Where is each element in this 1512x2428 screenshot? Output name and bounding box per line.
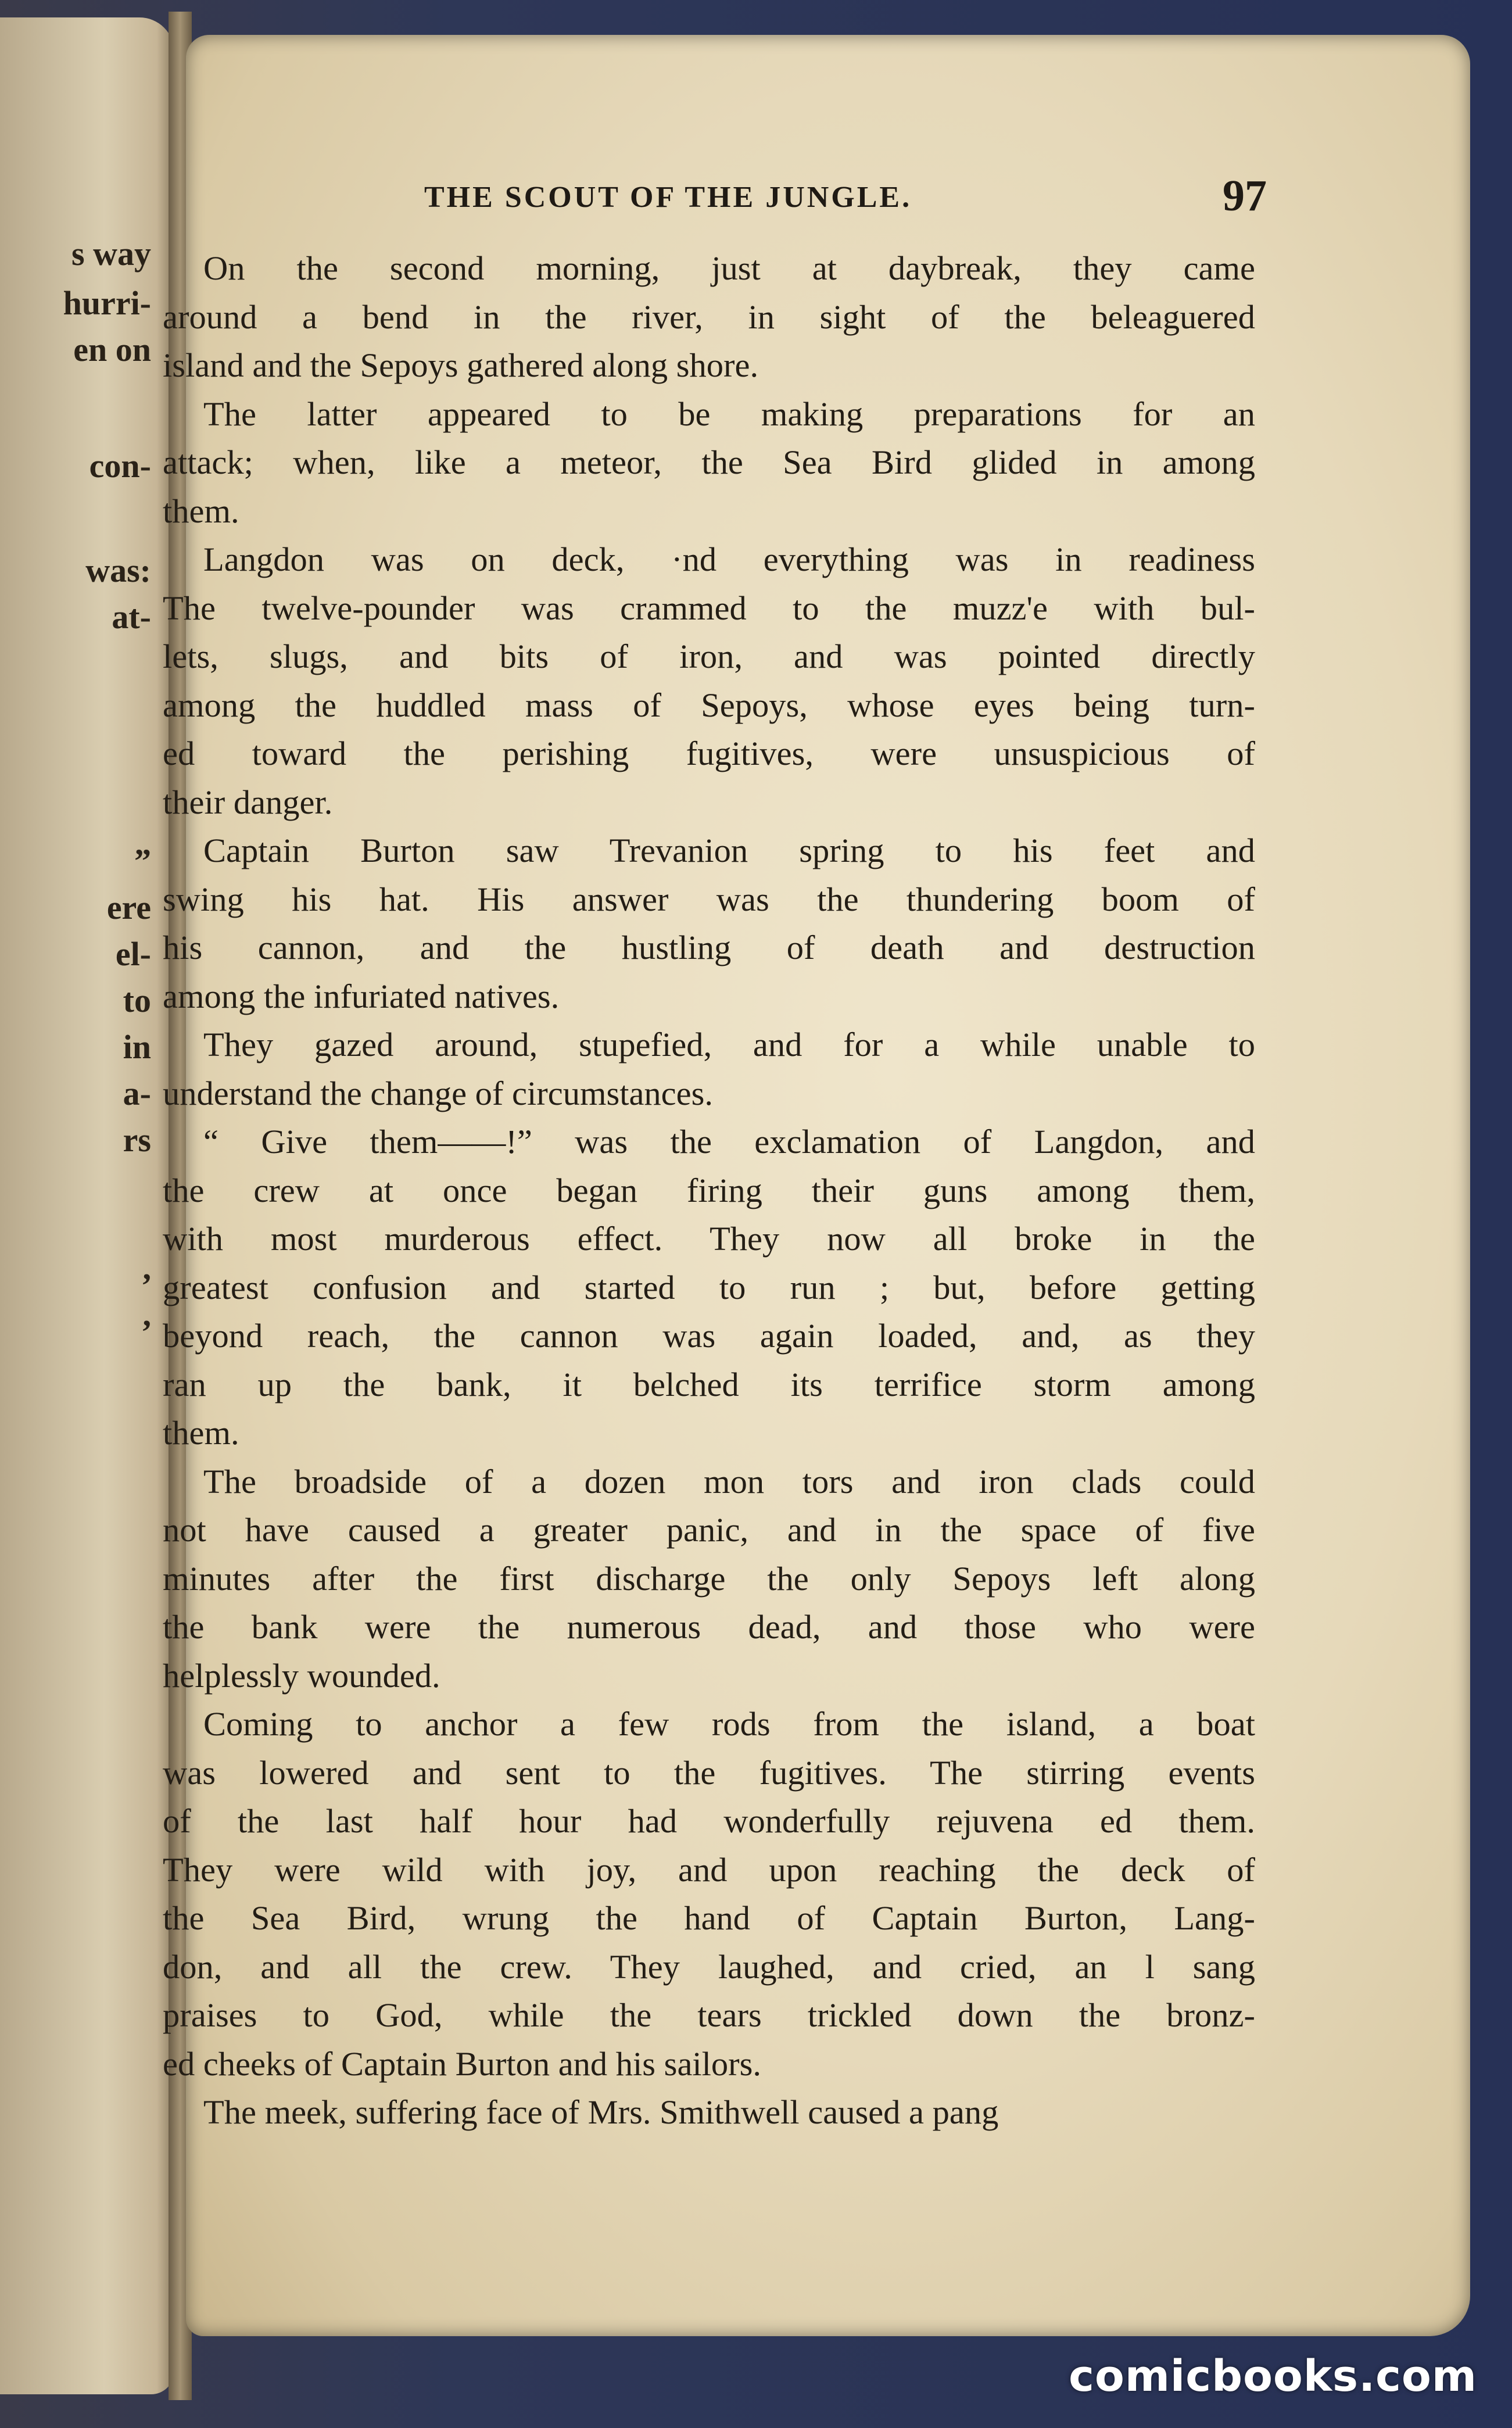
text-line: their danger.	[163, 783, 333, 821]
left-page-fragment: en on	[73, 331, 151, 368]
text-line: island and the Sepoys gathered along shore.	[163, 346, 759, 384]
text-line: lets, slugs, and bits of iron, and was pointed directly	[163, 638, 1255, 675]
text-line: among the huddled mass of Sepoys, whose eyes being turn-	[163, 686, 1255, 724]
left-page-fragment: ,	[142, 1249, 151, 1287]
text-line: On the second morning, just at daybreak, they came	[203, 249, 1255, 287]
page-number: 97	[1223, 171, 1267, 220]
body-text	[163, 244, 1255, 2137]
left-page-fragment: ,	[142, 1295, 151, 1333]
text-line: The broadside of a dozen mon tors and iron clads could	[203, 1462, 1255, 1501]
text-line: They were wild with joy, and upon reaching the deck of	[163, 1850, 1255, 1889]
text-line: his cannon, and the hustling of death and destruction	[163, 929, 1255, 966]
text-line: swing his hat. His answer was the thundering boom of	[163, 880, 1255, 918]
text-line: them.	[163, 492, 239, 530]
text-line: of the last half hour had wonderfully rejuvena ed them.	[163, 1802, 1255, 1840]
left-page-fragment: s way	[71, 235, 151, 273]
text-line: ed toward the perishing fugitives, were unsuspicious of	[163, 735, 1255, 772]
paragraph	[163, 826, 1255, 1020]
text-line: “ Give them——!” was the exclamation of Langdon, and	[203, 1123, 1255, 1161]
text-line: Langdon was on deck, ·nd everything was in readiness	[203, 540, 1255, 578]
left-page-fragment: el-	[115, 935, 151, 973]
text-line: not have caused a greater panic, and in the space of five	[163, 1511, 1255, 1549]
paragraph	[163, 535, 1255, 826]
left-page-fragment: rs	[123, 1121, 151, 1159]
paragraph	[163, 1020, 1255, 1118]
left-page-fragment: hurri-	[63, 284, 151, 322]
text-line: the crew at once began firing their guns among them,	[163, 1171, 1255, 1209]
text-line: was lowered and sent to the fugitives. The stirring events	[163, 1753, 1255, 1792]
page-header	[232, 171, 1267, 227]
left-page-fragment: a-	[123, 1075, 151, 1112]
left-page-fragment: ”	[134, 842, 151, 880]
text-line: Captain Burton saw Trevanion spring to his feet and	[203, 832, 1255, 869]
paragraph	[163, 1457, 1255, 1700]
text-line: praises to God, while the tears trickled down the bronz-	[163, 1996, 1255, 2034]
text-line: They gazed around, stupefied, and for a while unable to	[203, 1026, 1255, 1063]
text-line: The meek, suffering face of Mrs. Smithwell caused a pang	[203, 2093, 999, 2131]
text-line: around a bend in the river, in sight of the beleaguered	[163, 298, 1255, 336]
text-line: them.	[163, 1414, 239, 1452]
text-line: greatest confusion and started to run ; but, before getting	[163, 1268, 1255, 1306]
text-line: helplessly wounded.	[163, 1656, 440, 1695]
text-line: the Sea Bird, wrung the hand of Captain Burton, Lang-	[163, 1899, 1255, 1937]
left-page-fragment: in	[123, 1028, 151, 1066]
left-page-fragment: con-	[89, 447, 151, 485]
paragraph	[163, 244, 1255, 390]
text-line: minutes after the first discharge the only Sepoys left along	[163, 1559, 1255, 1598]
text-line: Coming to anchor a few rods from the island, a boat	[203, 1705, 1255, 1743]
text-line: among the infuriated natives.	[163, 977, 560, 1015]
paragraph	[163, 1700, 1255, 2088]
text-line: beyond reach, the cannon was again loaded, and, as they	[163, 1317, 1255, 1355]
paragraph	[163, 2088, 1255, 2137]
text-line: understand the change of circumstances.	[163, 1074, 713, 1112]
text-line: don, and all the crew. They laughed, and cried, an l sang	[163, 1947, 1255, 1986]
text-line: ed cheeks of Captain Burton and his sailors.	[163, 2044, 762, 2083]
running-head: THE SCOUT OF THE JUNGLE.	[424, 181, 912, 214]
text-line: attack; when, like a meteor, the Sea Bird glided in among	[163, 443, 1255, 481]
left-page-fragment: ere	[106, 889, 151, 926]
text-line: The latter appeared to be making preparations for an	[203, 395, 1255, 433]
left-page-edge	[0, 17, 174, 2394]
left-page-fragment: to	[123, 982, 151, 1019]
paragraph	[163, 390, 1255, 536]
text-line: the bank were the numerous dead, and those who were	[163, 1608, 1255, 1646]
left-page-fragment: at-	[112, 598, 151, 636]
left-page-fragment: was:	[85, 552, 151, 589]
text-line: with most murderous effect. They now all broke in the	[163, 1220, 1255, 1258]
text-line: ran up the bank, it belched its terrifice storm among	[163, 1365, 1255, 1403]
paragraph	[163, 1118, 1255, 1457]
site-watermark: comicbooks.com	[1069, 2351, 1477, 2401]
text-line: The twelve-pounder was crammed to the muzz'e with bul-	[163, 589, 1255, 627]
